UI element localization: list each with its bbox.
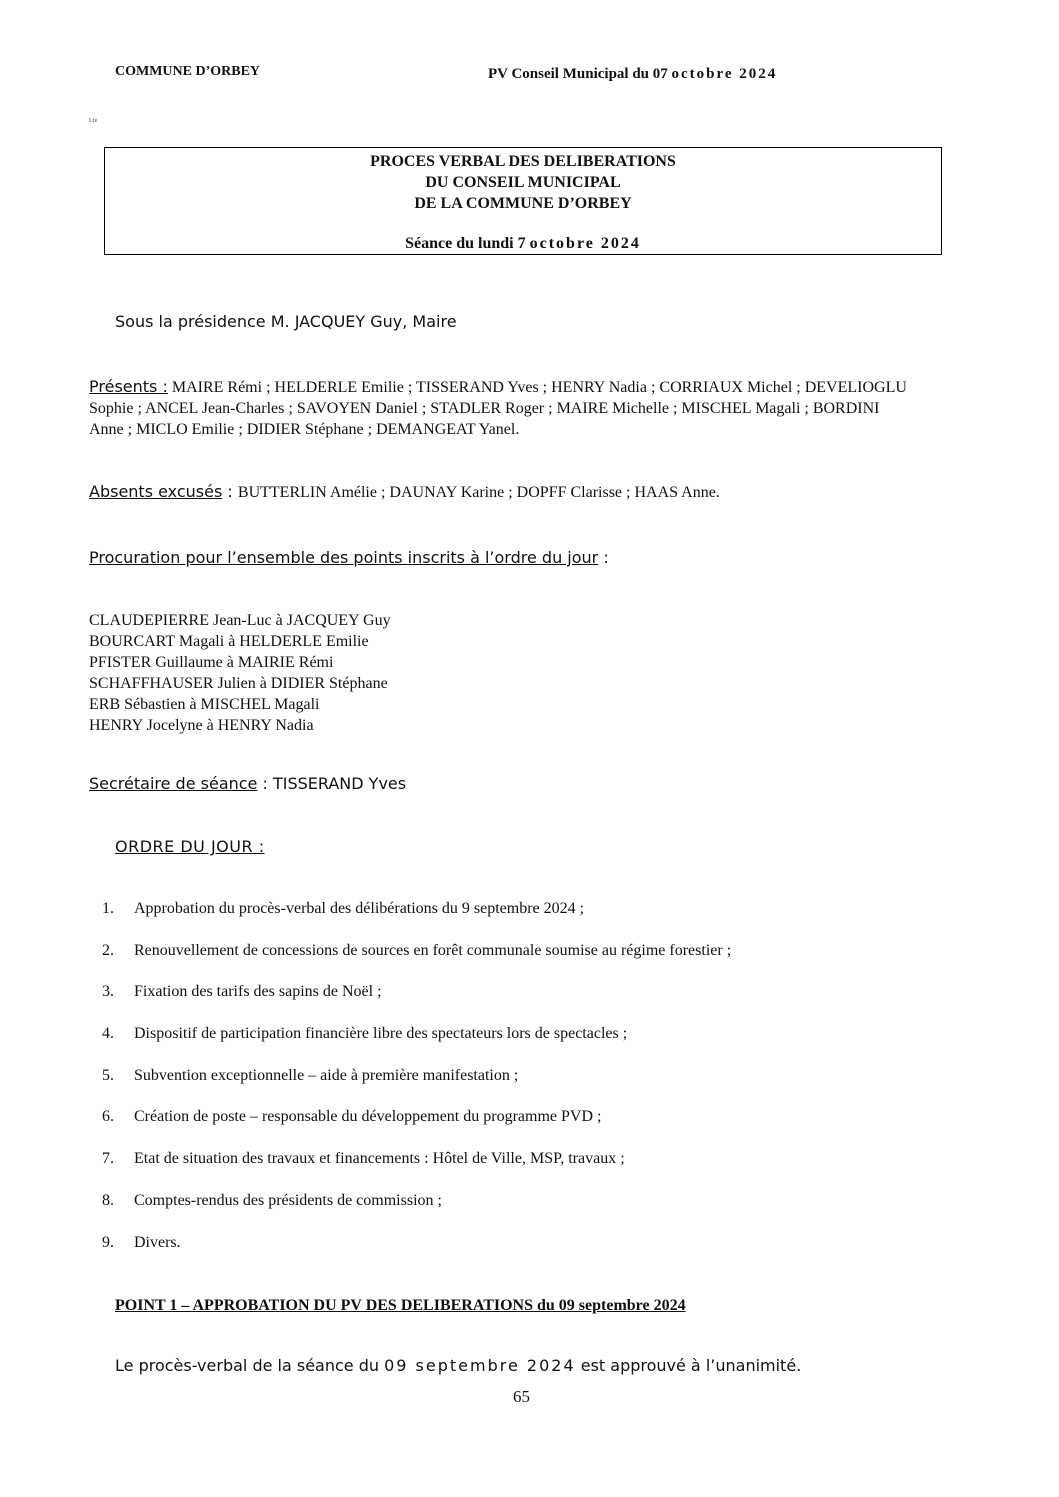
presents-block [89, 376, 907, 440]
agenda-item [89, 1232, 949, 1274]
agenda-text: Dispositif de participation financière libre des spectateurs lors de spectacles ; [134, 1025, 628, 1043]
secretaire-name: TISSERAND Yves [272, 774, 407, 793]
presents-line-2: Sophie ; ANCEL Jean-Charles ; SAVOYEN Daniel ; STADLER Roger ; MAIRE Michelle ; MISCHEL Magali ; BORDINI [89, 400, 880, 417]
absents-label: Absents excusés [89, 482, 223, 501]
agenda-item [89, 1106, 949, 1148]
agenda-item [89, 1190, 949, 1232]
agenda-num: 8. [102, 1191, 114, 1209]
absents-block [89, 481, 720, 503]
header-pv-date: octobre 2024 [671, 66, 778, 82]
agenda-num: 5. [102, 1066, 114, 1084]
agenda-text: Etat de situation des travaux et financements : Hôtel de Ville, MSP, travaux ; [134, 1150, 625, 1168]
tiny-mark: Lfe [89, 118, 98, 124]
point1-text-prefix: Le procès-verbal de la séance du [115, 1356, 380, 1375]
procuration-item: CLAUDEPIERRE Jean-Luc à JACQUEY Guy [89, 612, 391, 629]
secretaire-sep: : [257, 774, 273, 793]
ordre-du-jour-title: ORDRE DU JOUR : [115, 837, 265, 856]
procuration-item: SCHAFFHAUSER Julien à DIDIER Stéphane [89, 675, 388, 692]
presents-line-1: MAIRE Rémi ; HELDERLE Emilie ; TISSERAND Yves ; HENRY Nadia ; CORRIAUX Michel ; DEVELIOGLU [171, 379, 907, 396]
agenda-text: Approbation du procès-verbal des délibérations du 9 septembre 2024 ; [134, 900, 585, 917]
procuration-item: BOURCART Magali à HELDERLE Emilie [89, 633, 369, 650]
procuration-item: PFISTER Guillaume à MAIRIE Rémi [89, 654, 334, 671]
point1-title: POINT 1 – APPROBATION DU PV DES DELIBERATIONS du 09 septembre 2024 [115, 1297, 686, 1314]
header-pv-prefix: PV Conseil Municipal du 07 [488, 66, 668, 82]
agenda-item [89, 1065, 949, 1107]
agenda-item [89, 981, 949, 1023]
agenda-num: 1. [102, 900, 114, 917]
agenda-item [89, 1148, 949, 1190]
header-pv-title [488, 66, 777, 83]
secretaire-label: Secrétaire de séance [89, 774, 258, 793]
agenda-item [89, 940, 949, 982]
title-box [104, 147, 942, 255]
agenda-item [89, 1023, 949, 1065]
page-number: 65 [513, 1387, 530, 1406]
seance-line [105, 233, 941, 254]
agenda-text: Renouvellement de concessions de sources en forêt communale soumise au régime forestier ; [134, 941, 732, 959]
title-line-1: PROCES VERBAL DES DELIBERATIONS [370, 153, 676, 170]
agenda-text: Comptes-rendus des présidents de commission ; [134, 1191, 442, 1209]
agenda-text: Divers. [134, 1233, 181, 1251]
header-commune: COMMUNE D’ORBEY [115, 64, 261, 79]
absents-text: BUTTERLIN Amélie ; DAUNAY Karine ; DOPFF Clarisse ; HAAS Anne. [237, 484, 720, 501]
absents-sep: : [222, 482, 238, 501]
title-line-3: DE LA COMMUNE D’ORBEY [414, 195, 632, 212]
seance-prefix: Séance du lundi 7 [405, 235, 526, 252]
title-line-2: DU CONSEIL MUNICIPAL [425, 174, 621, 191]
seance-date: octobre 2024 [529, 235, 641, 252]
procuration-sep: : [598, 548, 609, 567]
point1-text-date: 09 septembre 2024 [384, 1356, 576, 1375]
agenda-num: 6. [102, 1108, 114, 1126]
agenda-num: 7. [102, 1150, 114, 1168]
agenda-list [89, 898, 949, 1273]
agenda-num: 3. [102, 983, 114, 1001]
agenda-num: 2. [102, 941, 114, 959]
point1-text-suffix: est approuvé à l’unanimité. [580, 1356, 802, 1375]
agenda-item [89, 898, 949, 940]
presidence-text: Sous la présidence M. JACQUEY Guy, Maire [115, 312, 457, 331]
procuration-heading [89, 547, 609, 568]
agenda-num: 4. [102, 1025, 114, 1043]
point1-text [115, 1356, 801, 1375]
agenda-text: Fixation des tarifs des sapins de Noël ; [134, 983, 382, 1001]
procuration-label: Procuration pour l’ensemble des points inscrits à l’ordre du jour [89, 548, 599, 567]
presents-label: Présents : [89, 377, 168, 396]
presents-line-3: Anne ; MICLO Emilie ; DIDIER Stéphane ; DEMANGEAT Yanel. [89, 421, 520, 438]
agenda-text: Création de poste – responsable du développement du programme PVD ; [134, 1108, 602, 1126]
agenda-text: Subvention exceptionnelle – aide à première manifestation ; [134, 1066, 519, 1084]
procuration-item: HENRY Jocelyne à HENRY Nadia [89, 717, 314, 734]
agenda-num: 9. [102, 1233, 114, 1251]
secretaire-block [89, 773, 406, 794]
procuration-list [89, 610, 391, 736]
procuration-item: ERB Sébastien à MISCHEL Magali [89, 696, 320, 713]
